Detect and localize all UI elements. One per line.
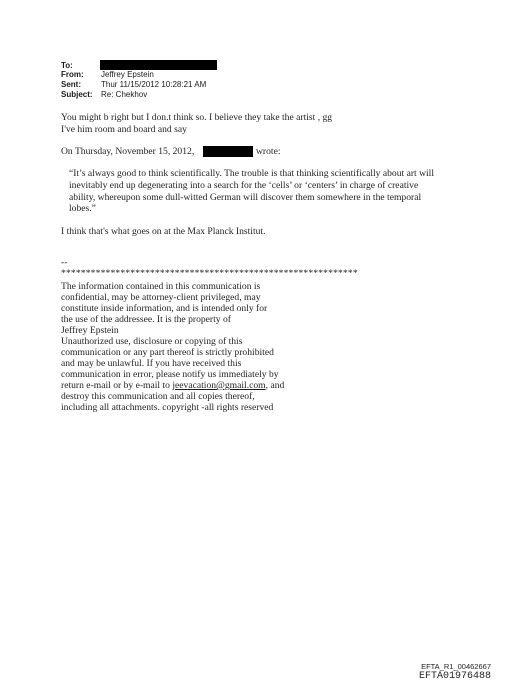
email-link[interactable]: jeevacation@gmail.com	[172, 380, 266, 391]
quote-line-4: lobes.”	[69, 203, 96, 214]
bates-ref-1: EFTA_R1_00462667	[421, 662, 491, 671]
from-row	[61, 70, 154, 80]
disclaimer-line: confidential, may be attorney-client privileged, may	[61, 292, 261, 303]
quote-line-2: inevitably end up degenerating into a search for the ‘cells’ or ‘centers’ in charge of creative	[69, 180, 419, 191]
sent-row	[61, 80, 206, 90]
signature-stars: ************************************************************	[61, 268, 358, 279]
subject-label: Subject:	[61, 90, 93, 99]
from-value: Jeffrey Epstein	[101, 70, 154, 79]
disclaimer-line: including all attachments. copyright -all rights reserved	[61, 402, 274, 413]
disclaimer-line: Jeffrey Epstein	[61, 325, 119, 336]
on-prefix: On Thursday, November 15, 2012,	[61, 146, 195, 157]
quote-line-1: “It’s always good to think scientifically. The trouble is that thinking scientifically about art will	[69, 168, 435, 179]
disclaimer-email-line	[61, 380, 284, 391]
on-suffix: wrote:	[256, 146, 281, 157]
from-label: From:	[61, 70, 84, 79]
email-prefix: return e-mail or by e-mail to	[61, 380, 173, 391]
body-line-1: You might b right but I don.t think so. I believe they take the artist , gg	[61, 112, 333, 123]
disclaimer-line: and may be unlawful. If you have received this	[61, 358, 242, 369]
email-suffix: , and	[265, 380, 285, 391]
subject-row	[61, 90, 147, 100]
bates-ref-2: EFTA01976488	[418, 671, 491, 682]
disclaimer-line: communication or any part thereof is strictly prohibited	[61, 347, 274, 358]
disclaimer-line: the use of the addressee. It is the property of	[61, 314, 231, 325]
disclaimer-line: The information contained in this communication is	[61, 281, 261, 292]
body-line-2: I've him room and board and say	[61, 124, 187, 135]
redacted-sender	[203, 146, 253, 157]
disclaimer-line: constitute inside information, and is intended only for	[61, 303, 268, 314]
signature-dashes: --	[61, 257, 68, 268]
redacted-recipient	[100, 60, 217, 70]
sent-label: Sent:	[61, 80, 81, 89]
disclaimer-line: Unauthorized use, disclosure or copying of this	[61, 336, 243, 347]
closing-line: I think that's what goes on at the Max Planck Institut.	[61, 226, 266, 237]
disclaimer-line: destroy this communication and all copies thereof,	[61, 391, 255, 402]
to-label: To:	[61, 61, 73, 70]
disclaimer-line: communication in error, please notify us immediately by	[61, 369, 279, 380]
quote-line-3: ability, whereupon some dull-witted German will discover them somewhere in the temporal	[69, 192, 422, 203]
subject-value: Re: Chekhov	[101, 90, 148, 99]
sent-value: Thur 11/15/2012 10:28:21 AM	[101, 80, 207, 89]
